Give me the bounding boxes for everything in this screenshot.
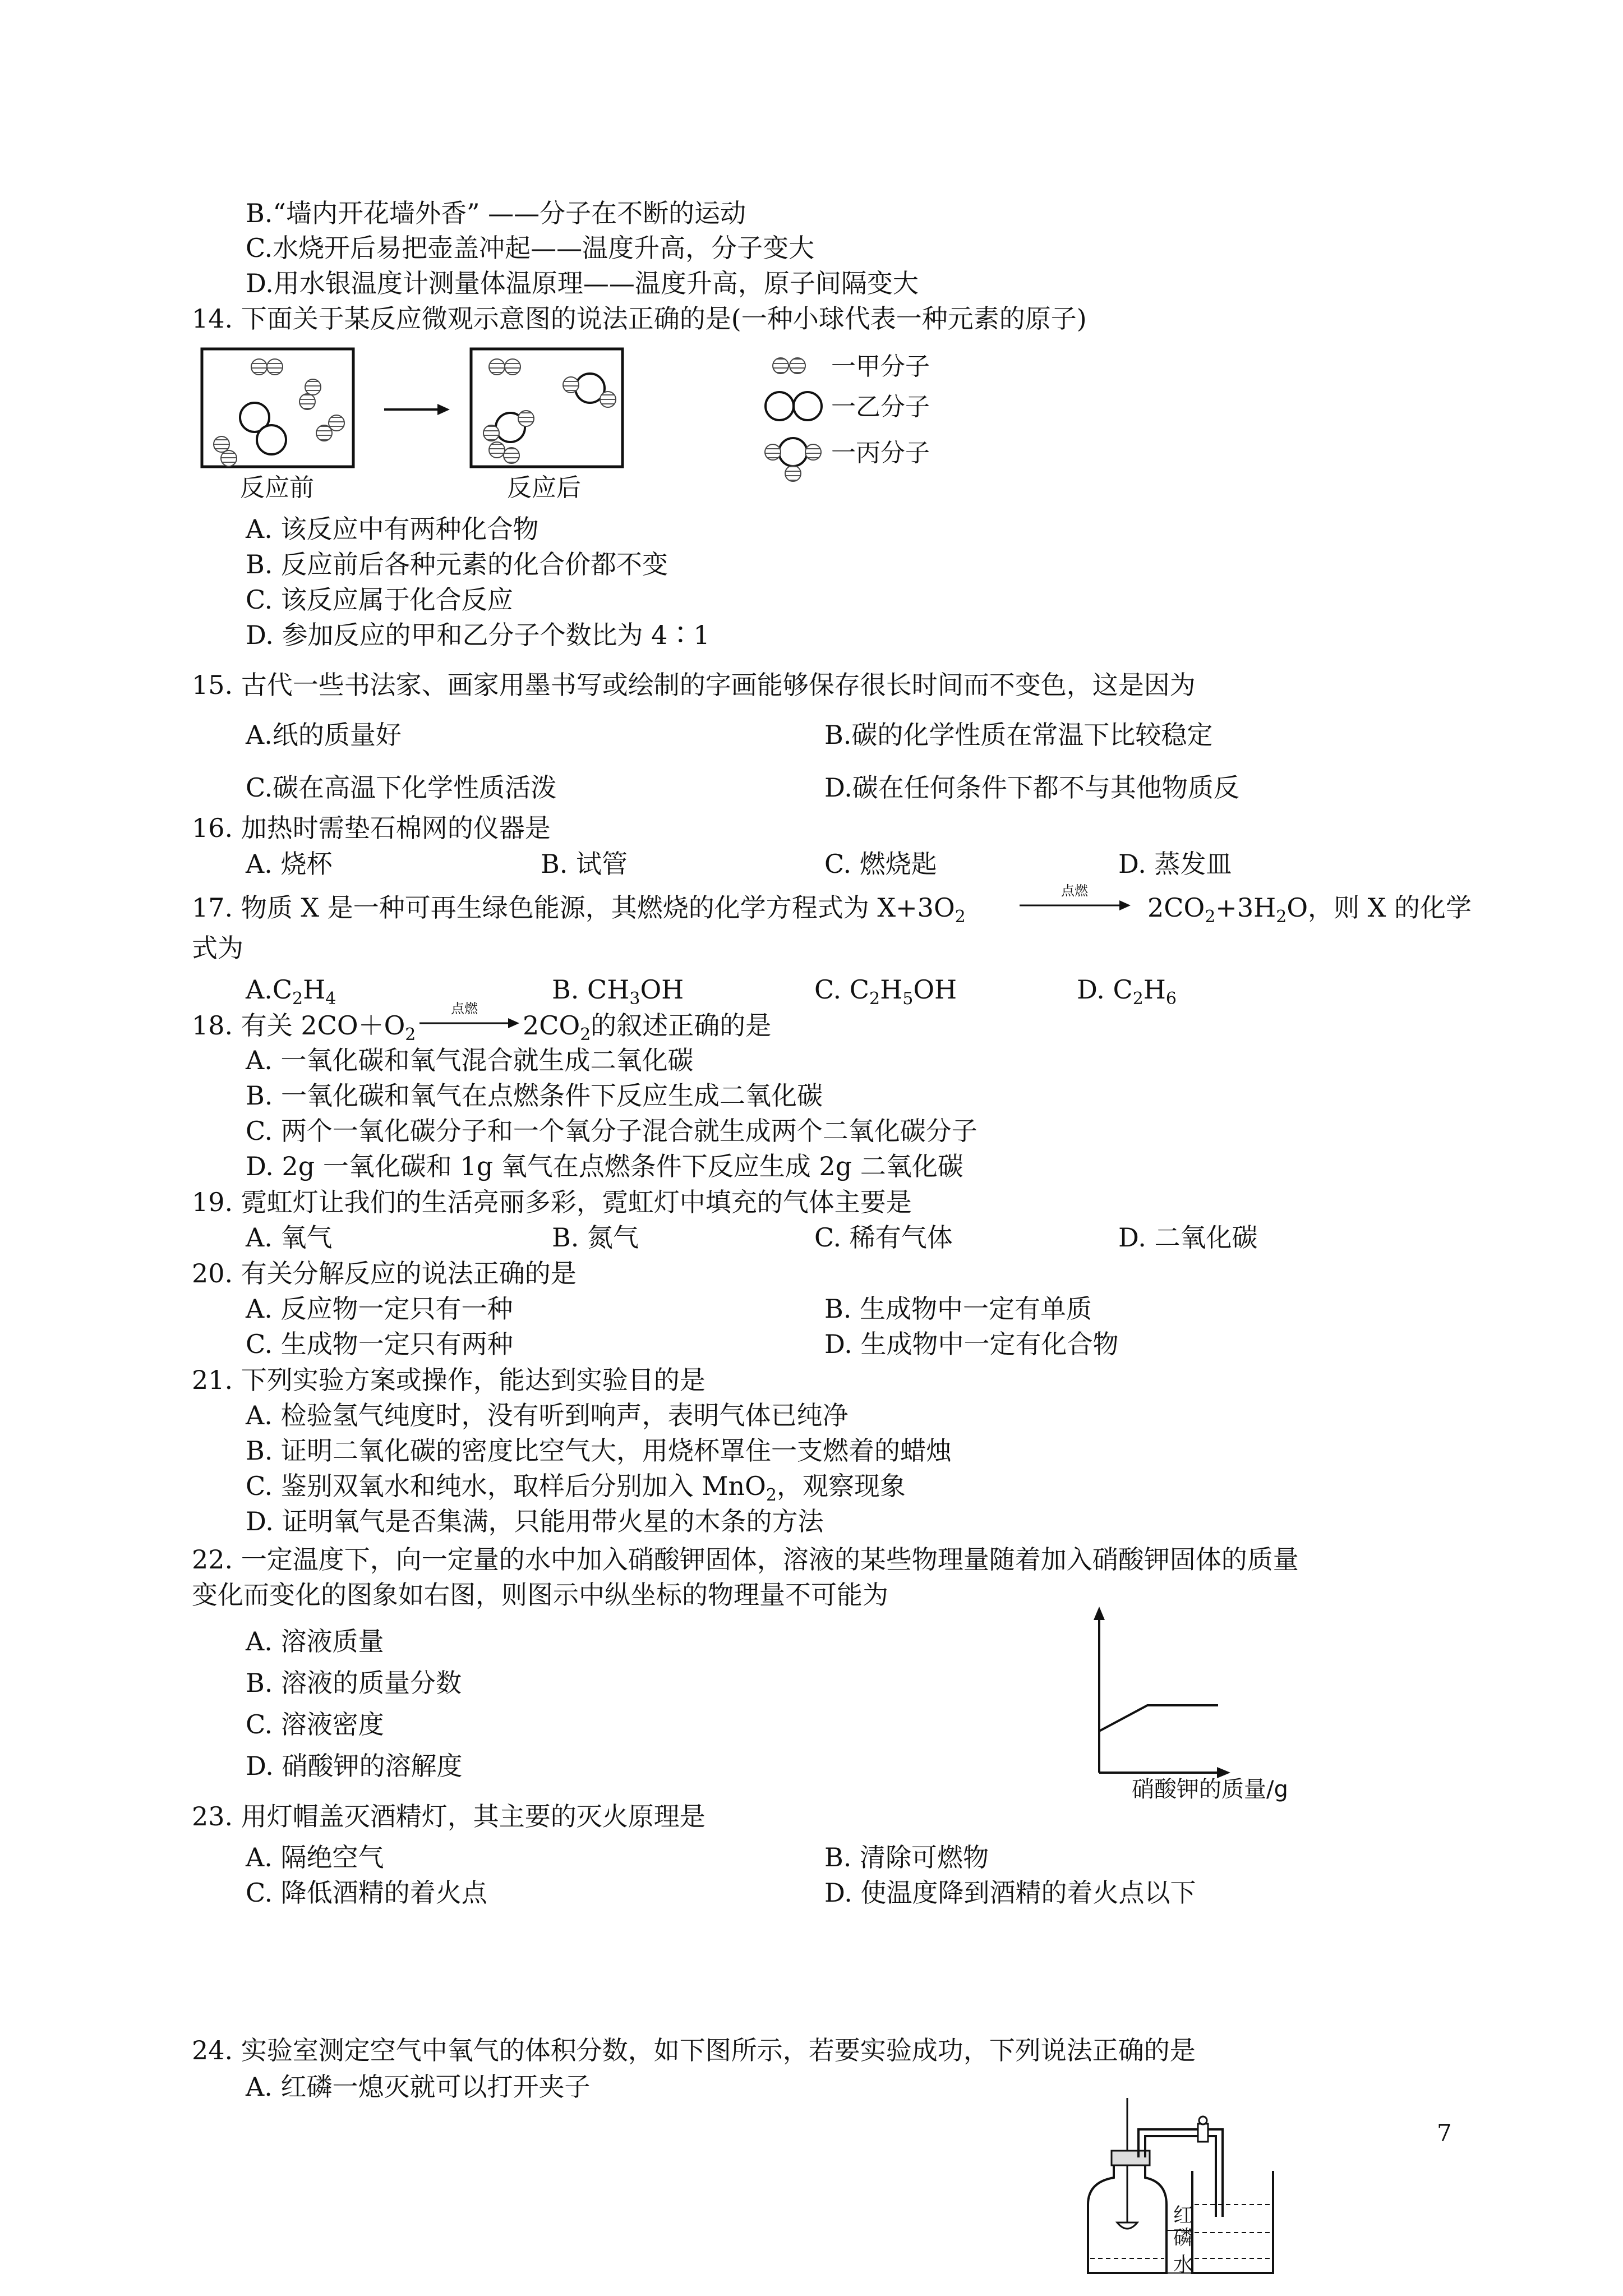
q24-label-red: 红 [1173,2204,1194,2227]
legend-bing-icon [765,438,821,481]
label-after: 反应后 [507,473,581,502]
legend-jia-icon [773,358,805,374]
q15-option-b: B.碳的化学性质在常温下比较稳定 [824,720,1213,750]
q13-option-c: C.水烧开后易把壶盖冲起——温度升高，分子变大 [246,233,815,263]
q14-option-b: B. 反应前后各种元素的化合价都不变 [246,549,668,579]
q19-stem: 19. 霓虹灯让我们的生活亮丽多彩，霓虹灯中填充的气体主要是 [192,1187,912,1217]
q18-option-b: B. 一氧化碳和氧气在点燃条件下反应生成二氧化碳 [246,1080,823,1111]
q14-stem: 14. 下面关于某反应微观示意图的说法正确的是(一种小球代表一种元素的原子) [192,303,1087,334]
q23-option-d: D. 使温度降到酒精的着火点以下 [824,1878,1196,1908]
q14-option-c: C. 该反应属于化合反应 [246,585,513,615]
q18-stem-pre: 18. 有关 $2CO+O_2$ [192,1010,416,1045]
q17-option-d: D. $C_2H_6$ [1077,974,1177,1009]
legend-yi-icon [766,392,822,420]
q21-option-a: A. 检验氢气纯度时，没有听到响声，表明气体已纯净 [246,1400,849,1430]
q15-stem: 15. 古代一些书法家、画家用墨书写或绘制的字画能够保存很长时间而不变色，这是因为 [192,670,1196,700]
q21-stem: 21. 下列实验方案或操作，能达到实验目的是 [192,1365,706,1395]
q22-option-a: A. 溶液质量 [246,1626,384,1657]
q24-apparatus-diagram [1082,2092,1324,2283]
q19-option-a: A. 氧气 [246,1222,333,1253]
page-number: 7 [1437,2119,1452,2147]
q17-option-a: $A.C_2H_4$ [246,974,336,1009]
q22-stem-line1: 22. 一定温度下，向一定量的水中加入硝酸钾固体，溶液的某些物理量随着加入硝酸钾固体的质量 [192,1544,1299,1575]
q20-option-c: C. 生成物一定只有两种 [246,1329,513,1359]
q22-solubility-graph [1088,1604,1234,1784]
q17-stem-line2: 式为 [192,933,243,963]
q19-option-b: B. 氮气 [552,1222,639,1253]
q14-option-d: D. 参加反应的甲和乙分子个数比为 4∶1 [246,620,710,650]
q13-option-b: B.“墙内开花墙外香” ——分子在不断的运动 [246,198,746,228]
q18-option-d: D. 2g 一氧化碳和 1g 氧气在点燃条件下反应生成 2g 二氧化碳 [246,1151,963,1181]
q16-option-d: D. 蒸发皿 [1118,849,1232,879]
q24-label-water: 水 [1173,2253,1194,2276]
legend-jia-label: 一甲分子 [831,352,930,381]
q20-option-d: D. 生成物中一定有化合物 [824,1329,1119,1359]
q16-option-b: B. 试管 [541,849,628,879]
q17-products: $2CO_2+3H_2O$，则 X 的化学 [1147,892,1472,927]
q16-option-a: A. 烧杯 [246,849,333,879]
q16-stem: 16. 加热时需垫石棉网的仪器是 [192,813,551,843]
q15-option-d: D.碳在任何条件下都不与其他物质反 [824,772,1239,803]
q19-option-c: C. 稀有气体 [814,1222,953,1253]
q19-option-d: D. 二氧化碳 [1118,1222,1258,1253]
q16-option-c: C. 燃烧匙 [824,849,937,879]
legend-yi-label: 一乙分子 [831,393,930,421]
q18-stem-post: $2CO_2$的叙述正确的是 [523,1010,772,1045]
q17-option-c: C. $C_2H_5OH$ [814,974,957,1009]
q21-option-c: C. 鉴别双氧水和纯水，取样后分别加入 MnO$_2$，观察现象 [246,1471,906,1505]
q24-stem: 24. 实验室测定空气中氧气的体积分数，如下图所示，若要实验成功，下列说法正确的是 [192,2035,1196,2065]
q20-stem: 20. 有关分解反应的说法正确的是 [192,1258,577,1289]
q21-option-d: D. 证明氧气是否集满，只能用带火星的木条的方法 [246,1506,824,1536]
q15-option-c: C.碳在高温下化学性质活泼 [246,772,557,803]
q18-condition: 点燃 [451,1001,478,1016]
q23-option-a: A. 隔绝空气 [246,1842,384,1872]
legend-bing-label: 一丙分子 [831,439,930,467]
q18-option-a: A. 一氧化碳和氧气混合就生成二氧化碳 [246,1045,694,1075]
q15-option-a: A.纸的质量好 [246,720,402,750]
label-before: 反应前 [240,473,314,502]
q22-option-b: B. 溶液的质量分数 [246,1668,462,1698]
q18-option-c: C. 两个一氧化碳分子和一个氧分子混合就生成两个二氧化碳分子 [246,1116,978,1146]
q17-reaction-arrow [1020,899,1132,912]
q22-graph-xlabel: 硝酸钾的质量/g [1132,1777,1288,1802]
q17-option-b: B. $CH_3OH$ [552,974,684,1009]
q24-option-a: A. 红磷一熄灭就可以打开夹子 [246,2072,591,2102]
q22-option-d: D. 硝酸钾的溶解度 [246,1751,463,1781]
q22-option-c: C. 溶液密度 [246,1709,384,1740]
q23-stem: 23. 用灯帽盖灭酒精灯，其主要的灭火原理是 [192,1801,706,1832]
q20-option-a: A. 反应物一定只有一种 [246,1294,513,1324]
q24-label-phosphorus: 磷 [1173,2226,1194,2249]
q17-condition: 点燃 [1061,883,1088,899]
q17-stem: 17. 物质 X 是一种可再生绿色能源，其燃烧的化学方程式为 $X+3O_2$ [192,892,966,927]
q23-option-b: B. 清除可燃物 [824,1842,989,1872]
q18-reaction-arrow [419,1016,520,1030]
q20-option-b: B. 生成物中一定有单质 [824,1294,1092,1324]
q21-option-b: B. 证明二氧化碳的密度比空气大，用烧杯罩住一支燃着的蜡烛 [246,1435,952,1466]
q14-option-a: A. 该反应中有两种化合物 [246,514,539,544]
q23-option-c: C. 降低酒精的着火点 [246,1878,487,1908]
q13-option-d: D.用水银温度计测量体温原理——温度升高，原子间隔变大 [246,268,919,298]
q22-stem-line2: 变化而变化的图象如右图，则图示中纵坐标的物理量不可能为 [192,1580,888,1610]
